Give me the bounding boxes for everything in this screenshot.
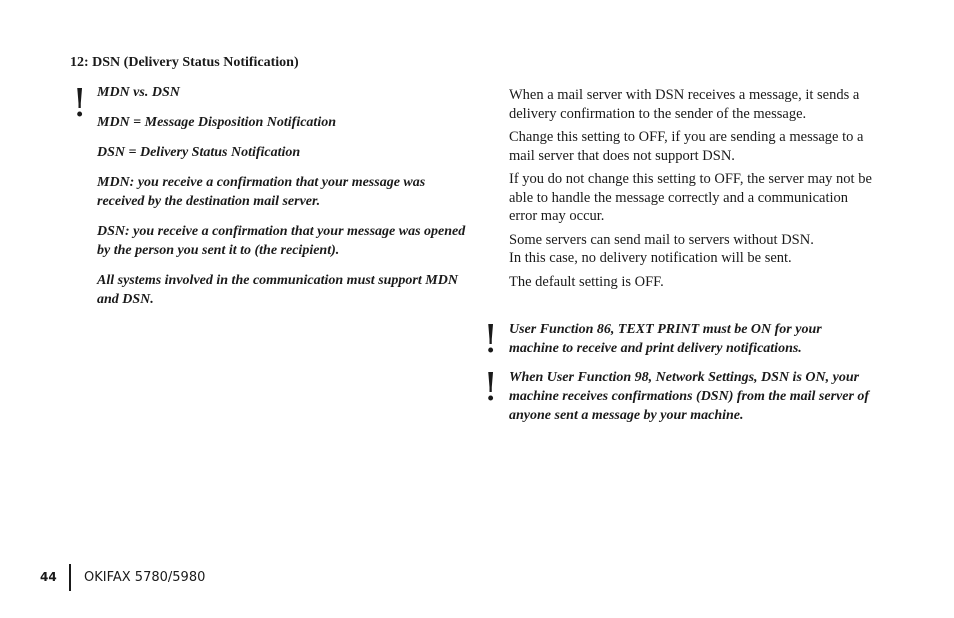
network-settings-note: When User Function 98, Network Settings, DSN is ON, your machine receives confirmations (DSN) from the mail server of anyone sent a message by your machine.: [509, 370, 870, 423]
page-number: 44: [40, 570, 57, 584]
note-paragraph: All systems involved in the communication must support MDN and DSN.: [97, 273, 458, 307]
mdn-dsn-note: [97, 83, 472, 320]
note-paragraph: DSN = Delivery Status Notification: [97, 145, 301, 160]
text-print-note: User Function 86, TEXT PRINT must be ON for your machine to receive and print delivery notifications.: [509, 322, 822, 356]
body-paragraph: [509, 231, 874, 268]
note-paragraph: MDN: you receive a confirmation that your message was received by the destination mail server.: [97, 175, 426, 209]
exclamation-icon: !: [483, 317, 499, 361]
note-paragraph: MDN vs. DSN: [97, 85, 180, 100]
exclamation-icon: !: [72, 81, 88, 125]
body-paragraph: Change this setting to OFF, if you are sending a message to a mail server that does not support DSN.: [509, 129, 864, 164]
body-paragraph: When a mail server with DSN receives a message, it sends a delivery confirmation to the sender of the message.: [509, 87, 860, 122]
body-paragraph: If you do not change this setting to OFF, the server may not be able to handle the message correctly and a communication error may occur.: [509, 171, 872, 224]
note-paragraph: DSN: you receive a confirmation that your message was opened by the person you sent it to (the recipient).: [97, 224, 466, 258]
body-line: In this case, no delivery notification will be sent.: [509, 250, 792, 266]
note-paragraph: MDN = Message Disposition Notification: [97, 115, 336, 130]
section-heading: 12: DSN (Delivery Status Notification): [70, 55, 299, 70]
footer-divider: [69, 564, 71, 591]
exclamation-icon: !: [483, 365, 499, 409]
body-line: Some servers can send mail to servers without DSN.: [509, 231, 814, 248]
body-paragraph: The default setting is OFF.: [509, 273, 664, 290]
body-text: [509, 86, 874, 296]
footer-title: OKIFAX 5780/5980: [84, 570, 206, 585]
